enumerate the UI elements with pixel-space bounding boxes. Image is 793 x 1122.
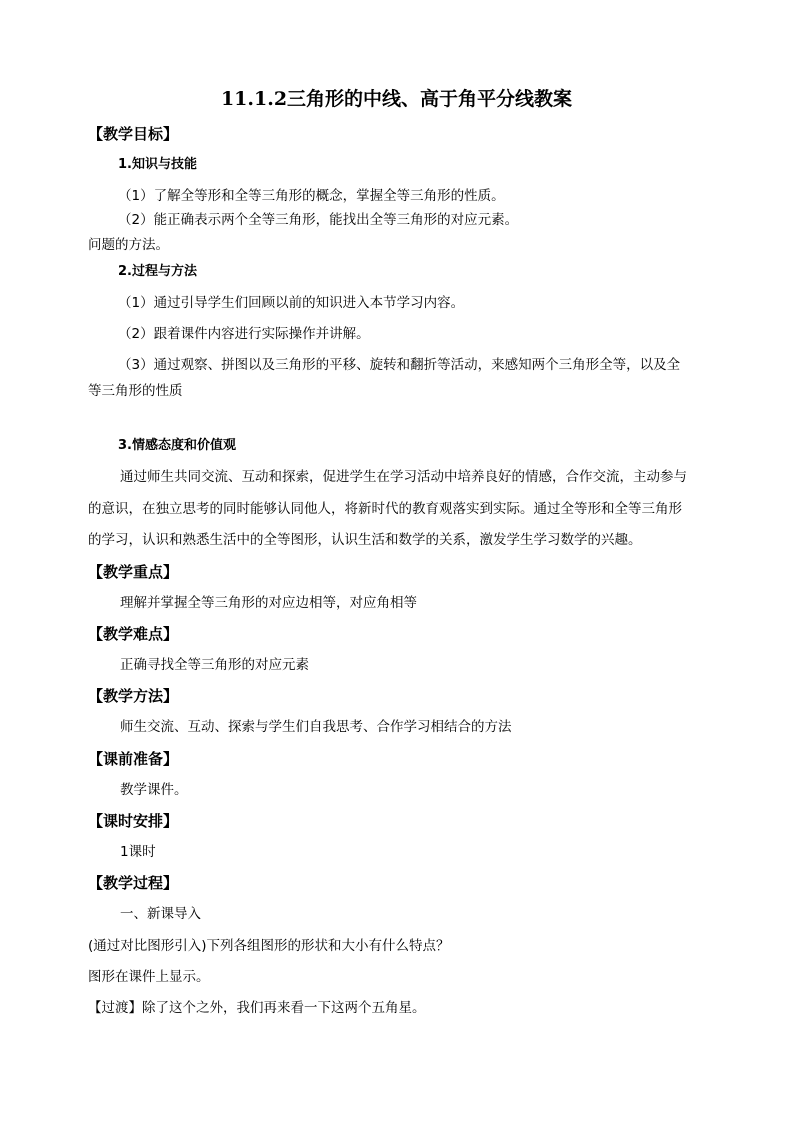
- difficulties-heading: 【教学难点】: [88, 625, 179, 643]
- document-title: 11.1.2三角形的中线、高于角平分线教案: [220, 88, 573, 110]
- knowledge-trailing: 问题的方法。: [88, 237, 169, 253]
- methods-heading: 【教学方法】: [88, 687, 179, 705]
- procedure-line-2: 图形在课件上显示。: [88, 969, 210, 985]
- process-item-3: （3）通过观察、拼图以及三角形的平移、旋转和翻折等活动，来感知两个三角形全等，以及全: [118, 357, 681, 373]
- process-heading: 2.过程与方法: [118, 264, 197, 279]
- objectives-heading: 【教学目标】: [88, 125, 179, 143]
- difficulties-text: 正确寻找全等三角形的对应元素: [120, 657, 309, 673]
- process-item-2: （2）跟着课件内容进行实际操作并讲解。: [118, 326, 370, 342]
- schedule-heading: 【课时安排】: [88, 812, 179, 830]
- attitude-line-2: 的意识，在独立思考的同时能够认同他人，将新时代的教育观落实到实际。通过全等形和全等三角形: [88, 501, 682, 517]
- knowledge-item-1: （1）了解全等形和全等三角形的概念，掌握全等三角形的性质。: [118, 188, 505, 204]
- procedure-line-1: (通过对比图形引入)下列各组图形的形状和大小有什么特点？: [88, 938, 450, 954]
- methods-text: 师生交流、互动、探索与学生们自我思考、合作学习相结合的方法: [120, 719, 512, 735]
- knowledge-heading: 1.知识与技能: [118, 157, 197, 172]
- knowledge-item-2: （2）能正确表示两个全等三角形，能找出全等三角形的对应元素。: [118, 212, 519, 228]
- attitude-line-3: 的学习，认识和熟悉生活中的全等图形，认识生活和数学的关系，激发学生学习数学的兴趣。: [88, 532, 642, 548]
- procedure-line-3: 【过渡】除了这个之外，我们再来看一下这两个五角星。: [88, 1000, 426, 1016]
- attitude-line-1: 通过师生共同交流、互动和探索，促进学生在学习活动中培养良好的情感，合作交流，主动参与: [120, 469, 687, 485]
- procedure-intro-heading: 一、新课导入: [120, 906, 201, 922]
- procedure-heading: 【教学过程】: [88, 874, 179, 892]
- preparation-text: 教学课件。: [120, 782, 188, 798]
- attitude-heading: 3.情感态度和价值观: [118, 438, 236, 453]
- key-points-text: 理解并掌握全等三角形的对应边相等，对应角相等: [120, 595, 417, 611]
- key-points-heading: 【教学重点】: [88, 563, 179, 581]
- preparation-heading: 【课前准备】: [88, 750, 179, 768]
- process-continuation: 等三角形的性质: [88, 383, 183, 399]
- schedule-text: 1课时: [120, 844, 156, 860]
- process-item-1: （1）通过引导学生们回顾以前的知识进入本节学习内容。: [118, 295, 465, 311]
